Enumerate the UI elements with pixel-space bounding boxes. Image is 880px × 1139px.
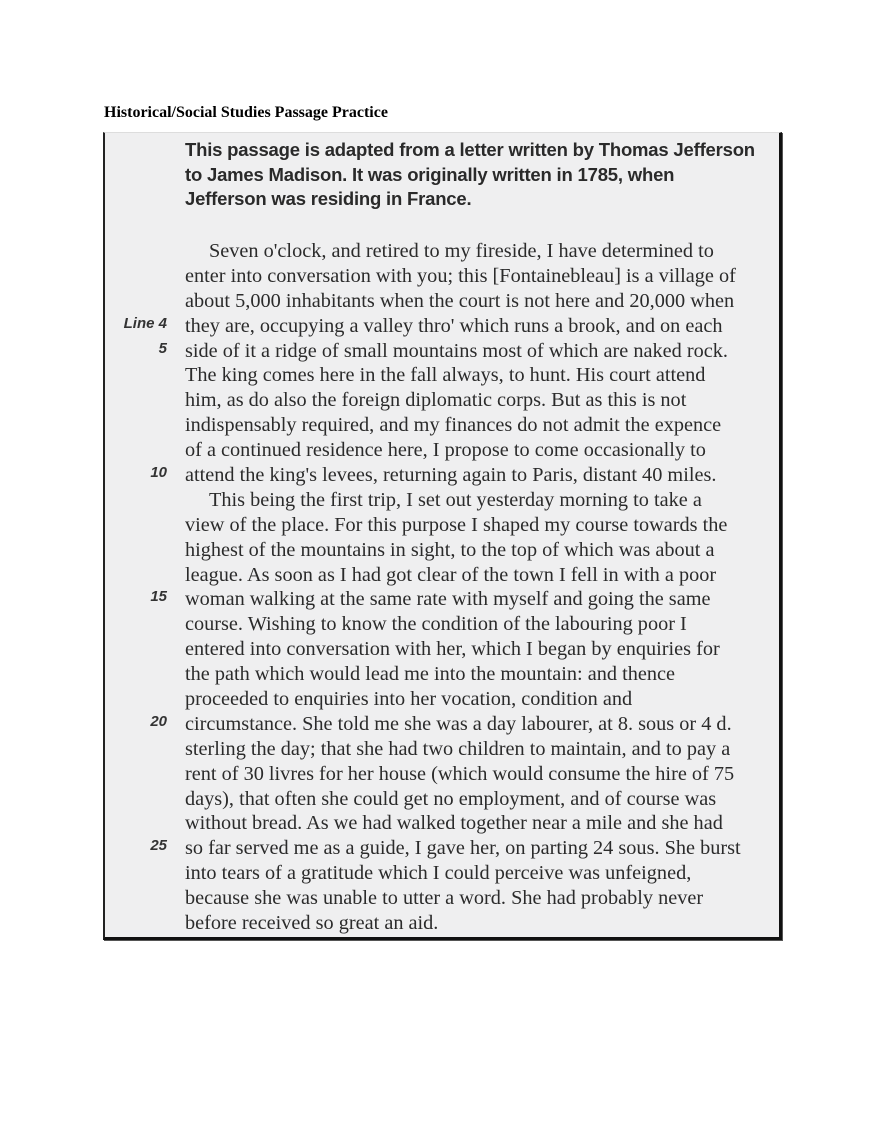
line-text: him, as do also the foreign diplomatic corps. But as this is not	[185, 389, 687, 412]
passage-line	[105, 265, 779, 290]
passage-line	[105, 414, 779, 439]
passage-line	[105, 837, 779, 862]
passage-line	[105, 613, 779, 638]
line-text: league. As soon as I had got clear of the town I fell in with a poor	[185, 563, 717, 586]
line-text: so far served me as a guide, I gave her, on parting 24 sous. She burst	[185, 837, 741, 860]
line-text: The king comes here in the fall always, to hunt. His court attend	[185, 364, 706, 387]
line-number: 15	[150, 588, 167, 606]
passage-text	[105, 240, 779, 937]
intro-line: to James Madison. It was originally written in 1785, when	[185, 163, 675, 185]
line-text: view of the place. For this purpose I shaped my course towards the	[185, 513, 728, 536]
line-text: This being the first trip, I set out yesterday morning to take a	[209, 488, 702, 511]
line-text: of a continued residence here, I propose to come occasionally to	[185, 439, 706, 462]
passage-line	[105, 464, 779, 489]
line-number: 5	[158, 339, 167, 357]
line-number: 25	[150, 837, 167, 855]
line-text: enter into conversation with you; this [Fontainebleau] is a village of	[185, 264, 736, 287]
passage-line	[105, 887, 779, 912]
line-number: Line 4	[123, 314, 167, 332]
passage-line	[105, 588, 779, 613]
passage-line	[105, 364, 779, 389]
line-number: 10	[150, 464, 167, 482]
line-text: about 5,000 inhabitants when the court is not here and 20,000 when	[185, 289, 735, 312]
page-title: Historical/Social Studies Passage Practice	[104, 104, 388, 121]
passage-line	[105, 539, 779, 564]
passage-line	[105, 389, 779, 414]
passage-line	[105, 788, 779, 813]
line-text: they are, occupying a valley thro' which runs a brook, and on each	[185, 314, 723, 337]
line-text: proceeded to enquiries into her vocation, condition and	[185, 688, 633, 711]
line-text: course. Wishing to know the condition of the labouring poor I	[185, 613, 687, 636]
line-number: 20	[150, 712, 167, 730]
passage-line	[105, 663, 779, 688]
passage-line	[105, 290, 779, 315]
passage-line	[105, 688, 779, 713]
passage-line	[105, 638, 779, 663]
line-text: days), that often she could get no employment, and of course was	[185, 787, 717, 810]
intro-line: Jefferson was residing in France.	[185, 188, 472, 209]
passage-line	[105, 738, 779, 763]
passage-line	[105, 812, 779, 837]
passage-line	[105, 315, 779, 340]
line-text: woman walking at the same rate with myself and going the same	[185, 588, 711, 611]
line-text: side of it a ridge of small mountains most of which are naked rock.	[185, 339, 728, 362]
line-text: entered into conversation with her, which I began by enquiries for	[185, 638, 720, 661]
passage-line	[105, 514, 779, 539]
line-text: attend the king's levees, returning again to Paris, distant 40 miles.	[185, 464, 717, 487]
line-text: Seven o'clock, and retired to my fireside, I have determined to	[209, 240, 714, 262]
passage-box	[103, 132, 782, 940]
passage-line	[105, 240, 779, 265]
passage-line	[105, 713, 779, 738]
line-text: before received so great an aid.	[185, 912, 439, 935]
passage-intro	[185, 138, 755, 212]
line-text: into tears of a gratitude which I could perceive was unfeigned,	[185, 862, 692, 885]
passage-line	[105, 763, 779, 788]
passage-line	[105, 564, 779, 589]
line-text: rent of 30 livres for her house (which would consume the hire of 75	[185, 762, 735, 785]
passage-line	[105, 489, 779, 514]
intro-line: This passage is adapted from a letter written by Thomas Jefferson	[185, 139, 755, 160]
line-text: because she was unable to utter a word. She had probably never	[185, 887, 704, 910]
passage-line	[105, 912, 779, 937]
passage-line	[105, 439, 779, 464]
line-text: the path which would lead me into the mountain: and thence	[185, 663, 675, 686]
passage-line	[105, 340, 779, 365]
line-text: circumstance. She told me she was a day labourer, at 8. sous or 4 d.	[185, 712, 732, 735]
line-text: indispensably required, and my finances do not admit the expence	[185, 414, 722, 437]
line-text: sterling the day; that she had two children to maintain, and to pay a	[185, 737, 731, 760]
passage-line	[105, 862, 779, 887]
line-text: highest of the mountains in sight, to the top of which was about a	[185, 538, 715, 561]
line-text: without bread. As we had walked together near a mile and she had	[185, 812, 723, 835]
